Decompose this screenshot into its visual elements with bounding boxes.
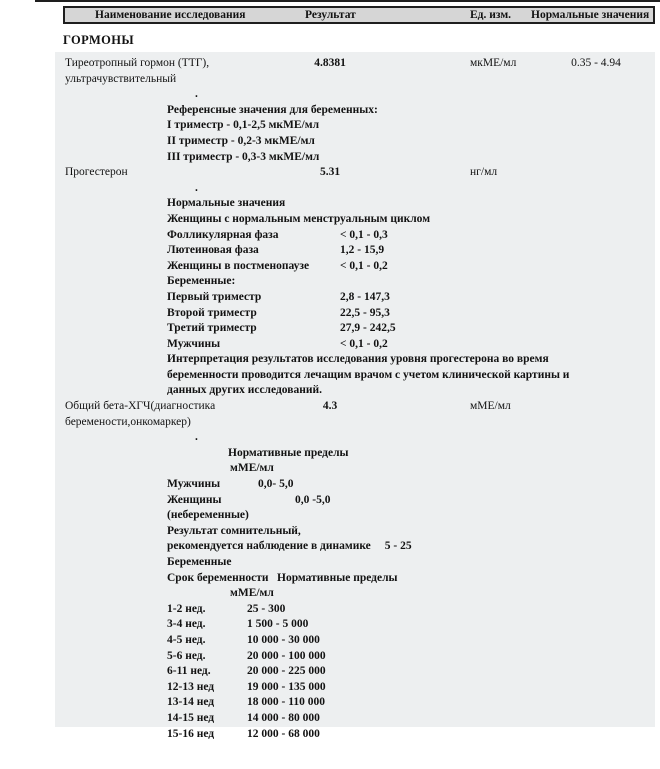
separator-dot: . <box>195 181 198 194</box>
week-label: 5-6 нед. <box>167 649 206 662</box>
top-rule <box>35 0 660 2</box>
week-value: 14 000 - 80 000 <box>247 711 320 724</box>
note-line: III триместр - 0,3-3 мкМЕ/мл <box>167 150 320 163</box>
week-label: 4-5 нед. <box>167 633 206 646</box>
test-row-progesterone <box>55 165 655 399</box>
result-value: 4.8381 <box>314 57 346 69</box>
week-row <box>167 711 603 727</box>
test-name-line2: беремености,онкомаркер) <box>65 415 191 428</box>
test-name-line1: Общий бета-ХГЧ(диагностика <box>65 400 216 413</box>
interpretation-paragraph: Интерпретация результатов исследования уровня прогестерона во время беременности проводится лечащим врачом с учетом клинической картины и данных других исследований. <box>167 353 570 397</box>
note-label: рекомендуется наблюдение в динамике <box>167 540 371 553</box>
week-value: 20 000 - 225 000 <box>247 665 326 678</box>
test-name-line1: Тиреотропный гормон (ТТГ), <box>65 57 210 69</box>
note-label: Женщины (небеременные) <box>167 493 249 522</box>
column-header-units: Ед. изм. <box>470 9 512 21</box>
note-kv-line <box>167 493 603 524</box>
note-line: Беременные <box>167 556 232 568</box>
note-kv-line <box>167 243 603 259</box>
week-row <box>167 695 603 711</box>
week-value: 12 000 - 68 000 <box>247 727 320 740</box>
note-value: 27,9 - 242,5 <box>340 322 396 335</box>
note-units: мМЕ/мл <box>230 587 274 600</box>
test-main-line <box>55 399 655 430</box>
note-label: Второй триместр <box>167 306 257 319</box>
note-kv-line <box>167 306 603 322</box>
note-value: < 0,1 - 0,2 <box>340 259 388 272</box>
test-main-line <box>55 165 655 181</box>
note-kv-line <box>167 571 603 587</box>
week-row <box>167 664 603 680</box>
normal-range: 0.35 - 4.94 <box>571 57 621 69</box>
note-kv-line <box>167 321 603 337</box>
week-value: 19 000 - 135 000 <box>247 680 326 693</box>
note-value: 2,8 - 147,3 <box>340 290 390 303</box>
note-line: Нормальные значения <box>167 197 286 210</box>
note-kv-line <box>167 259 603 275</box>
note-line: I триместр - 0,1-2,5 мкМЕ/мл <box>167 119 320 132</box>
week-value: 25 - 300 <box>247 602 286 615</box>
week-label: 14-15 нед <box>167 711 215 724</box>
note-kv-line <box>167 290 603 306</box>
note-heading: Нормативные пределы <box>228 446 349 459</box>
reference-notes <box>167 103 603 165</box>
reference-notes <box>167 196 603 399</box>
week-label: 1-2 нед. <box>167 602 206 615</box>
result-value: 4.3 <box>322 400 338 413</box>
note-label: Мужчины <box>167 478 221 491</box>
note-label: Фолликулярная фаза <box>167 228 279 241</box>
note-value: 1,2 - 15,9 <box>340 244 385 257</box>
column-header-name: Наименование исследования <box>95 9 246 21</box>
week-label: 13-14 нед <box>167 696 215 709</box>
week-value: 1 500 - 5 000 <box>247 618 309 631</box>
test-main-line <box>55 56 655 87</box>
column-header-normal: Нормальные значения <box>531 9 650 21</box>
week-label: 15-16 нед <box>167 727 215 740</box>
note-line: Референсные значения для беременных: <box>167 103 378 116</box>
result-value: 5.31 <box>319 166 341 179</box>
week-row <box>167 649 603 665</box>
note-kv-line <box>167 337 603 353</box>
note-label: Первый триместр <box>167 290 262 303</box>
note-label: Мужчины <box>167 337 221 350</box>
note-label: Женщины в постменопаузе <box>167 259 310 272</box>
week-row <box>167 680 603 696</box>
units-label: мкМЕ/мл <box>470 57 517 69</box>
units-label: мМЕ/мл <box>470 400 511 413</box>
week-row <box>167 602 603 618</box>
week-value: 18 000 - 110 000 <box>247 696 325 709</box>
note-label: Третий триместр <box>167 322 257 335</box>
note-units: мМЕ/мл <box>230 462 274 475</box>
note-line: Результат сомнительный, <box>167 524 301 537</box>
column-header-result: Результат <box>305 9 356 21</box>
test-name <box>55 56 290 87</box>
note-line: Беременные: <box>167 275 236 288</box>
note-value: 22,5 - 95,3 <box>340 306 390 319</box>
week-row <box>167 727 603 743</box>
test-row-ttg <box>55 56 655 165</box>
test-name <box>55 399 290 430</box>
note-value: < 0,1 - 0,2 <box>340 337 388 350</box>
week-label: 12-13 нед <box>167 680 215 693</box>
section-title-hormones: ГОРМОНЫ <box>63 33 135 47</box>
week-label: 6-11 нед. <box>167 665 211 678</box>
results-panel <box>55 52 655 740</box>
week-label: 3-4 нед. <box>167 618 206 631</box>
week-value: 20 000 - 100 000 <box>247 649 326 662</box>
note-kv-line <box>167 228 603 244</box>
note-kv-line <box>167 477 603 493</box>
note-value: < 0,1 - 0,3 <box>340 228 388 241</box>
separator-dot: . <box>195 88 198 101</box>
table-header-row <box>63 6 655 24</box>
note-value: 0,0- 5,0 <box>258 478 294 491</box>
week-row <box>167 633 603 649</box>
test-name <box>55 165 290 181</box>
test-row-hcg <box>55 399 655 742</box>
note-line: Женщины с нормальным менструальным циклом <box>167 212 431 225</box>
note-label: Срок беременности <box>167 571 269 584</box>
note-kv-line <box>167 539 603 555</box>
test-name-line1: Прогестерон <box>65 166 128 179</box>
note-value: Нормативные пределы <box>277 571 398 584</box>
separator-dot: . <box>195 431 198 444</box>
week-row <box>167 617 603 633</box>
note-line: II триместр - 0,2-3 мкМЕ/мл <box>167 134 315 147</box>
note-label: Лютеиновая фаза <box>167 244 259 257</box>
note-value: 0,0 -5,0 <box>295 493 331 506</box>
note-value: 5 - 25 <box>384 540 412 553</box>
units-label: нг/мл <box>470 166 498 179</box>
reference-notes <box>167 446 603 742</box>
week-value: 10 000 - 30 000 <box>247 633 320 646</box>
test-name-line2: ультрачувствительный <box>65 72 177 85</box>
